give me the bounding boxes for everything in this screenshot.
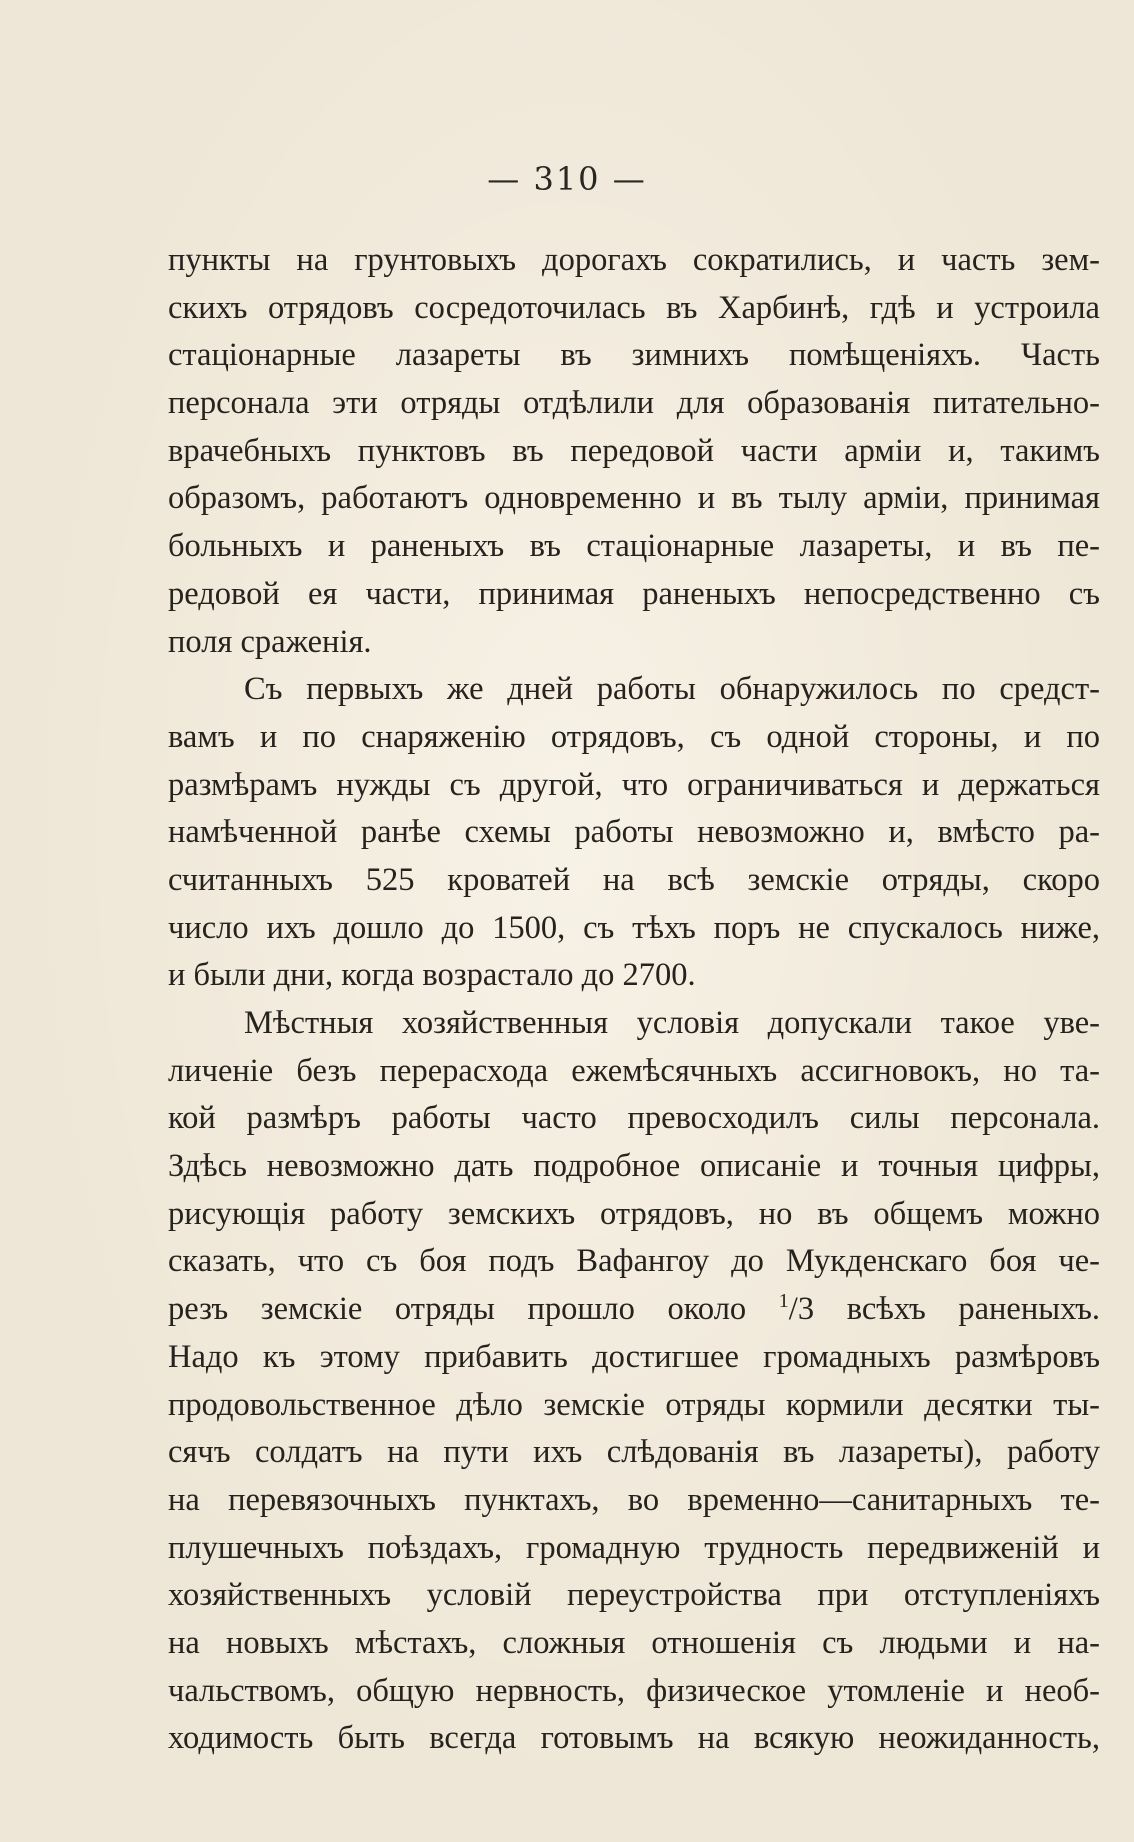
text-line: ходимость быть всегда готовымъ на всякую неожиданность, xyxy=(168,1720,1100,1757)
text-line: образомъ, работаютъ одновременно и въ тылу арміи, принимая xyxy=(168,480,1100,517)
text-line: сказать, что съ боя подъ Вафангоу до Мукденскаго боя че- xyxy=(168,1243,1100,1280)
text-line: кой размѣръ работы часто превосходилъ силы персонала. xyxy=(168,1100,1100,1137)
text-line: на новыхъ мѣстахъ, сложныя отношенія съ людьми и на- xyxy=(168,1624,1100,1661)
fraction-denominator: 3 xyxy=(797,1291,815,1328)
text-line: считанныхъ 525 кроватей на всѣ земскіе отряды, скоро xyxy=(168,861,1100,898)
text-line: персонала эти отряды отдѣлили для образованія питательно- xyxy=(168,385,1100,422)
text-line: Здѣсь невозможно дать подробное описаніе и точныя цифры, xyxy=(168,1148,1100,1185)
page-number: — 310 — xyxy=(487,160,647,198)
text-line: больныхъ и раненыхъ въ стаціонарные лазареты, и въ пе- xyxy=(168,528,1100,565)
text-line: стаціонарные лазареты въ зимнихъ помѣщеніяхъ. Часть xyxy=(168,337,1100,374)
text-line: врачебныхъ пунктовъ въ передовой части арміи и, такимъ xyxy=(168,432,1100,469)
text-line: рисующія работу земскихъ отрядовъ, но въ общемъ можно xyxy=(168,1195,1100,1232)
text-line: на перевязочныхъ пунктахъ, во временно—санитарныхъ те- xyxy=(168,1481,1100,1518)
text-line-with-fraction xyxy=(168,1286,1100,1334)
text-line: пункты на грунтовыхъ дорогахъ сократились, и часть зем- xyxy=(168,242,1100,278)
text-line: поля сраженія. xyxy=(168,623,372,660)
text-line: число ихъ дошло до 1500, съ тѣхъ поръ не спускалось ниже, xyxy=(168,909,1100,946)
text-line: Надо къ этому прибавить достигшее громадныхъ размѣровъ xyxy=(168,1338,1100,1375)
text-line: сячъ солдатъ на пути ихъ слѣдованія въ лазареты), работу xyxy=(168,1434,1100,1471)
text-line: хозяйственныхъ условій переустройства при отступленіяхъ xyxy=(168,1577,1100,1614)
text-line: чальствомъ, общую нервность, физическое утомленіе и необ- xyxy=(168,1672,1100,1709)
text-line: вамъ и по снаряженію отрядовъ, съ одной стороны, и по xyxy=(168,718,1100,755)
text-line: и были дни, когда возрастало до 2700. xyxy=(168,957,696,994)
fraction: $^1$/3 xyxy=(778,1290,815,1328)
text-line: Съ первыхъ же дней работы обнаружилось по средст- xyxy=(244,671,1100,708)
text-line: плушечныхъ поѣздахъ, громадную трудность передвиженій и xyxy=(168,1529,1100,1566)
text-line: Мѣстныя хозяйственныя условія допускали такое уве- xyxy=(244,1005,1100,1041)
text-segment: резъ земскіе отряды прошло около xyxy=(168,1291,747,1328)
text-line: продовольственное дѣло земскіе отряды кормили десятки ты- xyxy=(168,1386,1100,1423)
text-line: редовой ея части, принимая раненыхъ непосредственно съ xyxy=(168,575,1100,612)
text-line: намѣченной ранѣе схемы работы невозможно и, вмѣсто ра- xyxy=(168,814,1100,851)
text-line: размѣрамъ нужды съ другой, что ограничиваться и держаться xyxy=(168,766,1100,803)
fraction-numerator: 1 xyxy=(778,1290,789,1313)
text-segment: всѣхъ раненыхъ. xyxy=(846,1291,1100,1328)
body-text xyxy=(168,237,1100,1763)
text-line: скихъ отрядовъ сосредоточилась въ Харбинѣ, гдѣ и устроила xyxy=(168,289,1100,326)
text-line: личеніе безъ перерасхода ежемѣсячныхъ ассигновокъ, но та- xyxy=(168,1052,1100,1089)
